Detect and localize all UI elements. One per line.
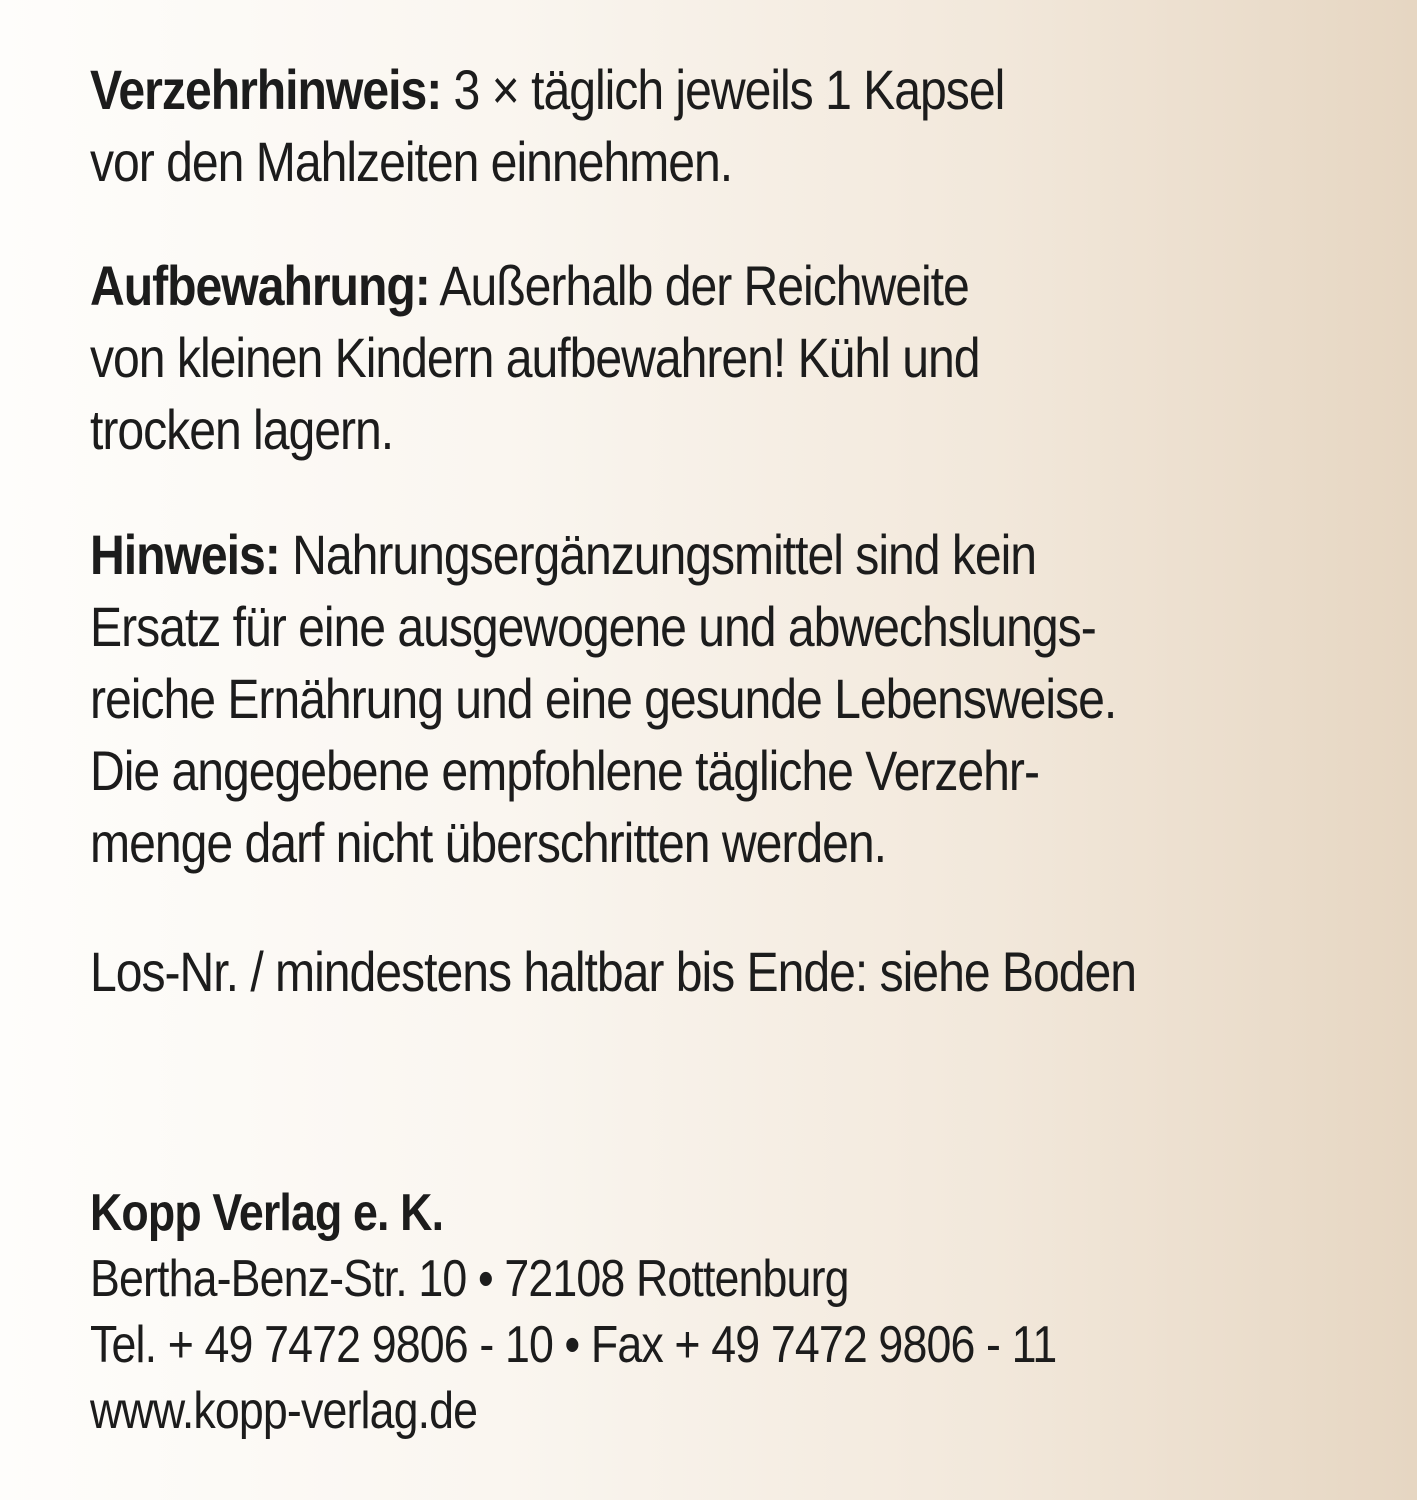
note-line-1 (90, 519, 1380, 591)
usage-heading: Verzehrhinweis: (90, 58, 442, 121)
company-name: Kopp Verlag e. K. (90, 1184, 444, 1242)
storage-line-2: von kleinen Kindern aufbewahren! Kühl und (90, 326, 980, 389)
note-line-5: menge darf nicht überschritten werden. (90, 811, 887, 874)
company-website: www.kopp-verlag.de (90, 1382, 478, 1440)
note-text-1: Nahrungsergänzungsmittel sind kein (292, 523, 1037, 586)
company-phone-fax: Tel. + 49 7472 9806 - 10 • Fax + 49 7472 9806 - 11 (90, 1316, 1057, 1374)
note-section (90, 519, 1380, 879)
note-line-2: Ersatz für eine ausgewogene und abwechslungs- (90, 595, 1096, 658)
usage-section (90, 54, 1380, 198)
storage-line-3: trocken lagern. (90, 398, 394, 461)
usage-text-1: 3 × täglich jeweils 1 Kapsel (453, 58, 1005, 121)
lot-section (90, 936, 1380, 1008)
usage-line-2: vor den Mahlzeiten einnehmen. (90, 130, 733, 193)
note-line-4: Die angegebene empfohlene tägliche Verzehr- (90, 739, 1039, 802)
company-address: Bertha-Benz-Str. 10 • 72108 Rottenburg (90, 1250, 849, 1308)
usage-line-1 (90, 54, 1380, 126)
storage-line-1 (90, 250, 1380, 322)
storage-section (90, 250, 1380, 466)
company-info (90, 1180, 1380, 1444)
note-heading: Hinweis: (90, 523, 280, 586)
storage-heading: Aufbewahrung: (90, 254, 430, 317)
note-line-3: reiche Ernährung und eine gesunde Lebensweise. (90, 667, 1117, 730)
lot-text: Los-Nr. / mindestens haltbar bis Ende: siehe Boden (90, 940, 1137, 1003)
storage-text-1: Außerhalb der Reichweite (439, 254, 969, 317)
